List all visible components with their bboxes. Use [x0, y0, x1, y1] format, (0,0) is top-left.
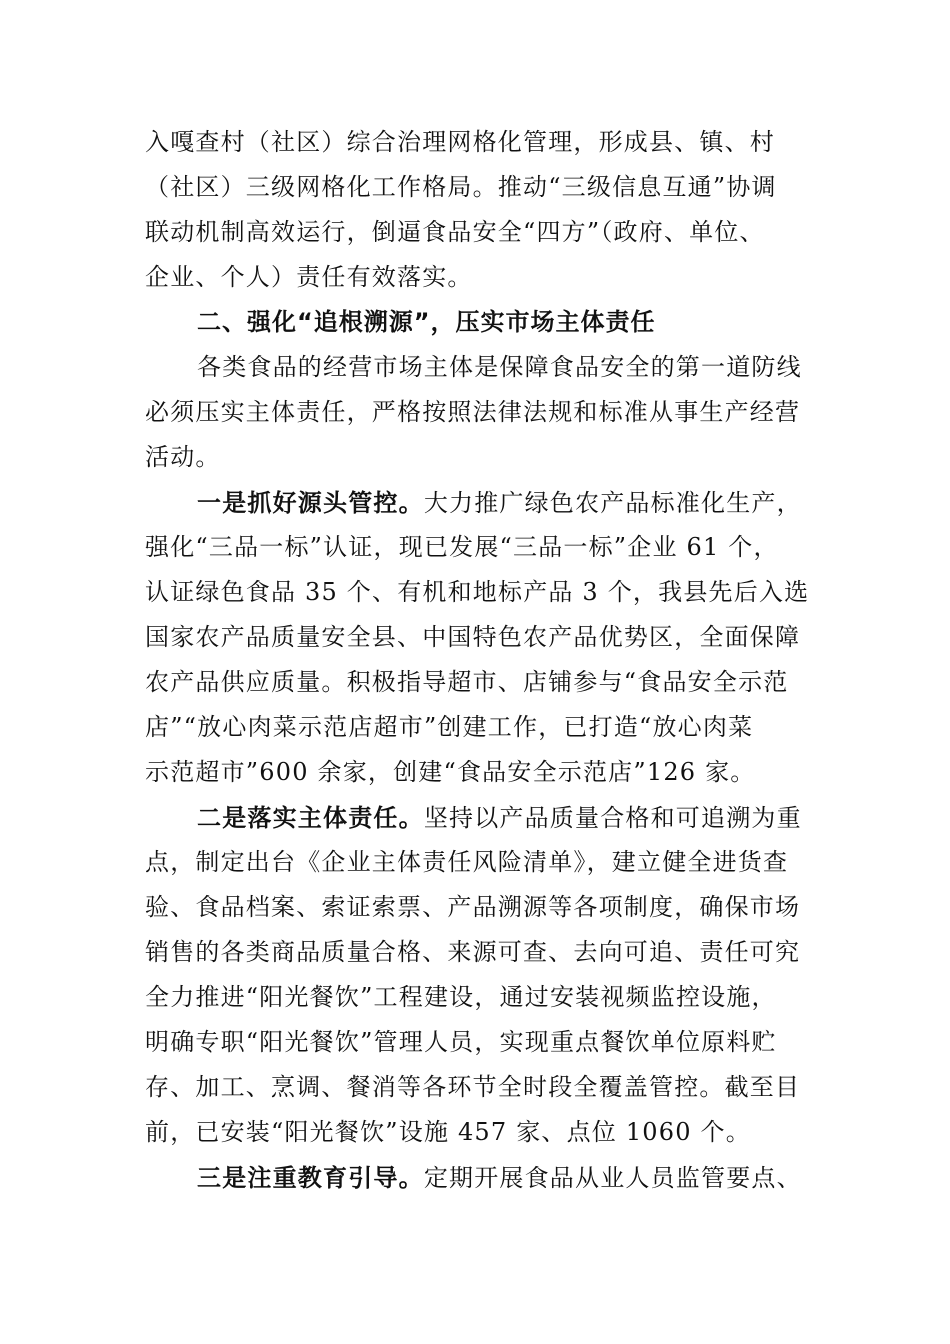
paragraph-lead: 一是抓好源头管控。: [197, 488, 424, 517]
paragraph-source-control: [145, 480, 810, 795]
text-line: [145, 480, 810, 525]
text-line: [145, 795, 810, 840]
text-line: 农产品供应质量。积极指导超市、店铺参与“食品安全示范: [145, 668, 789, 696]
text-line: 明确专职“阳光餐饮”管理人员，实现重点餐饮单位原料贮: [145, 1028, 777, 1056]
text-line: [145, 1155, 810, 1200]
text-line: 国家农产品质量安全县、中国特色农产品优势区，全面保障: [145, 623, 801, 651]
paragraph-grid-management: [145, 120, 810, 300]
text-line: 必须压实主体责任，严格按照法律法规和标准从事生产经营: [145, 398, 801, 426]
text-line: 全力推进“阳光餐饮”工程建设，通过安装视频监控设施，: [145, 983, 777, 1011]
text-line: 示范超市”600 余家，创建“食品安全示范店”126 家。: [145, 758, 756, 786]
text-line: 验、食品档案、索证索票、产品溯源等各项制度，确保市场: [145, 893, 801, 921]
text-line: 点，制定出台《企业主体责任风险清单》，建立健全进货查: [145, 848, 789, 876]
text-line: （社区）三级网格化工作格局。推动“三级信息互通”协调: [145, 173, 777, 201]
text-run: 定期开展食品从业人员监管要点、: [423, 1164, 802, 1192]
paragraph-lead: 二是落实主体责任。: [197, 803, 424, 832]
document-body: [145, 120, 810, 1200]
text-line: 入嘎查村（社区）综合治理网格化管理，形成县、镇、村: [145, 128, 775, 156]
text-run: 大力推广绿色农产品标准化生产，: [423, 489, 802, 517]
text-line: 活动。: [145, 443, 221, 471]
text-line: 存、加工、烹调、餐消等各环节全时段全覆盖管控。截至目: [145, 1073, 801, 1101]
text-line: 各类食品的经营市场主体是保障食品安全的第一道防线: [197, 353, 802, 381]
text-line: 前，已安装“阳光餐饮”设施 457 家、点位 1060 个。: [145, 1118, 751, 1146]
text-line: 销售的各类商品质量合格、来源可查、去向可追、责任可究: [145, 938, 801, 966]
text-line: 联动机制高效运行，倒逼食品安全“四方”（政府、单位、: [145, 218, 765, 246]
text-line: 认证绿色食品 35 个、有机和地标产品 3 个，我县先后入选: [145, 578, 810, 606]
text-line: 企业、个人）责任有效落实。: [145, 263, 473, 291]
paragraph-education-guidance: [145, 1155, 810, 1200]
section-heading: 二、强化“追根溯源”，压实市场主体责任: [197, 308, 656, 336]
text-line: 强化“三品一标”认证，现已发展“三品一标”企业 61 个，: [145, 533, 779, 561]
paragraph-market-responsibility: [145, 345, 810, 480]
paragraph-entity-responsibility: [145, 795, 810, 1155]
text-line: 店”“放心肉菜示范店超市”创建工作，已打造“放心肉菜: [145, 713, 754, 741]
text-run: 坚持以产品质量合格和可追溯为重: [423, 804, 802, 832]
paragraph-lead: 三是注重教育引导。: [197, 1163, 424, 1192]
